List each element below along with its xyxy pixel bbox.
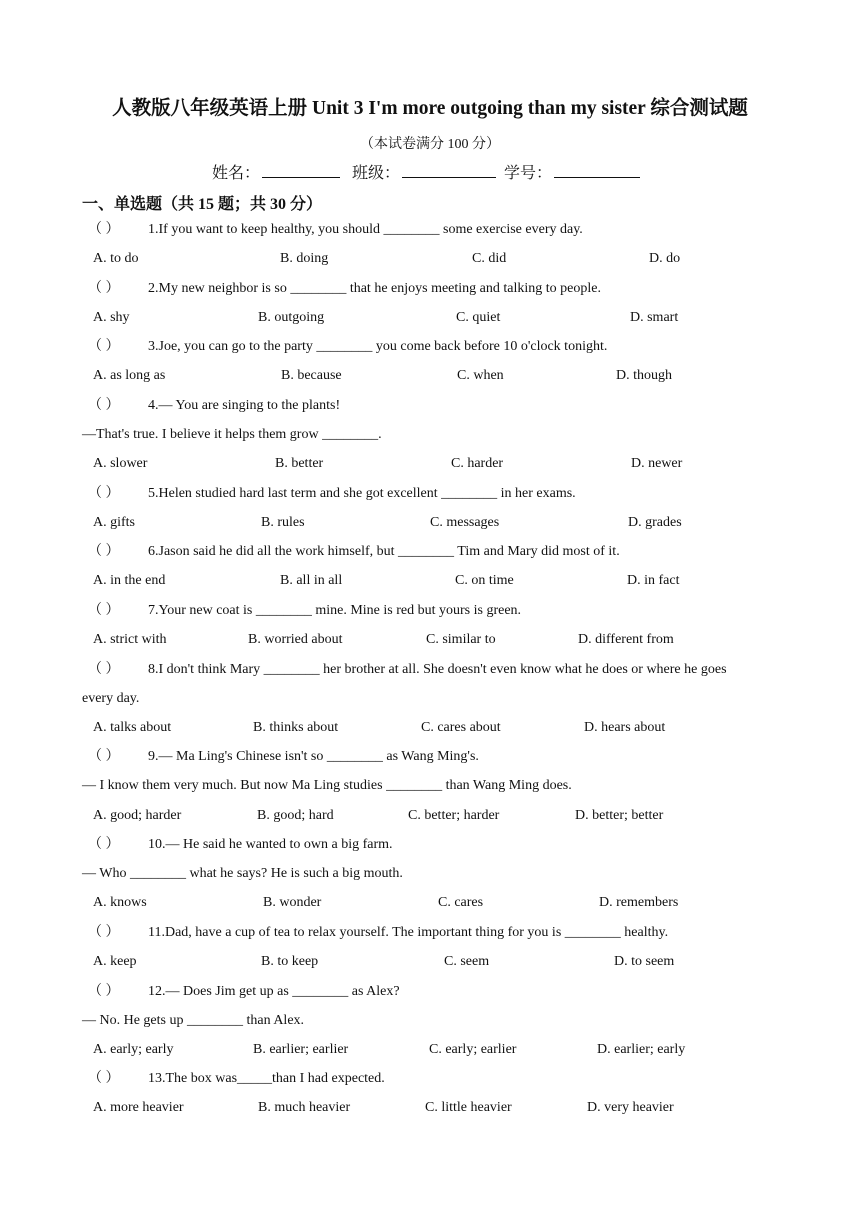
student-info-row <box>0 160 860 183</box>
answer-paren[interactable]: （ ） <box>88 837 120 852</box>
option-d: D. to seem <box>614 954 675 969</box>
option-a: A. shy <box>93 310 130 325</box>
question-text: 4.— You are singing to the plants! <box>148 398 341 413</box>
option-d: D. earlier; early <box>597 1042 686 1057</box>
name-label: 姓名： <box>211 165 260 182</box>
option-b: B. to keep <box>261 954 319 969</box>
question-9 <box>88 748 479 766</box>
option-b: B. earlier; earlier <box>253 1042 349 1057</box>
option-d: D. though <box>616 368 672 383</box>
option-c: C. seem <box>444 954 490 969</box>
answer-paren[interactable]: （ ） <box>88 222 120 237</box>
question-continuation: — I know them very much. But now Ma Ling studies ________ than Wang Ming does. <box>82 778 572 793</box>
option-b: B. outgoing <box>258 310 325 325</box>
option-b: B. much heavier <box>258 1100 351 1115</box>
answer-paren[interactable]: （ ） <box>88 398 120 413</box>
option-a: A. slower <box>93 456 148 471</box>
option-c: C. cares about <box>421 720 501 735</box>
option-c: C. quiet <box>456 310 501 325</box>
option-a: A. talks about <box>93 720 172 735</box>
question-6 <box>88 543 620 561</box>
question-8 <box>88 661 727 679</box>
option-d: D. do <box>649 251 681 266</box>
option-a: A. knows <box>93 895 147 910</box>
option-d: D. remembers <box>599 895 679 910</box>
option-c: C. when <box>457 368 504 383</box>
option-d: D. better; better <box>575 808 664 823</box>
question-text: 3.Joe, you can go to the party ________ you come back before 10 o'clock tonight. <box>148 339 608 354</box>
question-continuation: — Who ________ what he says? He is such a big mouth. <box>82 866 403 881</box>
option-b: B. good; hard <box>257 808 334 823</box>
option-d: D. different from <box>578 632 674 647</box>
question-13 <box>88 1070 385 1088</box>
option-d: D. in fact <box>627 573 680 588</box>
answer-paren[interactable]: （ ） <box>88 1071 120 1086</box>
answer-paren[interactable]: （ ） <box>88 486 120 501</box>
option-d: D. hears about <box>584 720 666 735</box>
option-d: D. smart <box>630 310 679 325</box>
answer-paren[interactable]: （ ） <box>88 984 120 999</box>
question-text: 6.Jason said he did all the work himself, but ________ Tim and Mary did most of it. <box>148 544 620 559</box>
option-c: C. messages <box>430 515 500 530</box>
option-a: A. strict with <box>93 632 167 647</box>
name-blank[interactable] <box>262 163 340 178</box>
option-c: C. similar to <box>426 632 496 647</box>
question-text: 10.— He said he wanted to own a big farm. <box>148 837 393 852</box>
option-b: B. wonder <box>263 895 322 910</box>
question-continuation: every day. <box>82 691 140 706</box>
option-a: A. good; harder <box>93 808 182 823</box>
answer-paren[interactable]: （ ） <box>88 544 120 559</box>
answer-paren[interactable]: （ ） <box>88 925 120 940</box>
option-c: C. little heavier <box>425 1100 512 1115</box>
question-3 <box>88 338 607 356</box>
question-text: 13.The box was_____than I had expected. <box>148 1071 385 1086</box>
answer-paren[interactable]: （ ） <box>88 281 120 296</box>
id-blank[interactable] <box>554 163 640 178</box>
question-10 <box>88 836 393 854</box>
option-c: C. did <box>472 251 507 266</box>
option-c: C. better; harder <box>408 808 500 823</box>
option-c: C. early; earlier <box>429 1042 517 1057</box>
question-text: 5.Helen studied hard last term and she got excellent ________ in her exams. <box>148 486 576 501</box>
option-b: B. better <box>275 456 324 471</box>
score-note: （本试卷满分 100 分） <box>360 137 500 152</box>
option-a: A. to do <box>93 251 139 266</box>
question-11 <box>88 924 668 942</box>
option-a: A. keep <box>93 954 137 969</box>
option-d: D. newer <box>631 456 683 471</box>
question-text: 11.Dad, have a cup of tea to relax yourself. The important thing for you is ________ healthy. <box>148 925 669 940</box>
option-a: A. more heavier <box>93 1100 184 1115</box>
option-c: C. harder <box>451 456 504 471</box>
class-blank[interactable] <box>402 163 496 178</box>
option-b: B. doing <box>280 251 329 266</box>
option-b: B. worried about <box>248 632 343 647</box>
answer-paren[interactable]: （ ） <box>88 662 120 677</box>
option-b: B. all in all <box>280 573 343 588</box>
id-label: 学号： <box>504 165 553 182</box>
question-5 <box>88 485 576 503</box>
option-d: D. grades <box>628 515 682 530</box>
option-b: B. because <box>281 368 342 383</box>
question-2 <box>88 280 601 298</box>
question-1 <box>88 221 583 239</box>
question-text: 8.I don't think Mary ________ her brother at all. She doesn't even know what he does or where he goes <box>148 662 727 677</box>
option-a: A. early; early <box>93 1042 174 1057</box>
option-c: C. cares <box>438 895 484 910</box>
question-continuation: — No. He gets up ________ than Alex. <box>82 1013 305 1028</box>
answer-paren[interactable]: （ ） <box>88 339 120 354</box>
question-text: 7.Your new coat is ________ mine. Mine is red but yours is green. <box>148 603 522 618</box>
option-b: B. thinks about <box>253 720 339 735</box>
question-4 <box>88 397 340 415</box>
option-d: D. very heavier <box>587 1100 674 1115</box>
question-7 <box>88 602 521 620</box>
question-continuation: —That's true. I believe it helps them grow ________. <box>82 427 382 442</box>
option-a: A. gifts <box>93 515 135 530</box>
question-text: 9.— Ma Ling's Chinese isn't so ________ as Wang Ming's. <box>148 749 479 764</box>
section-title: 一、单选题（共 15 题；共 30 分） <box>82 196 323 213</box>
question-text: 1.If you want to keep healthy, you should ________ some exercise every day. <box>148 222 583 237</box>
option-b: B. rules <box>261 515 305 530</box>
option-a: A. as long as <box>93 368 166 383</box>
option-a: A. in the end <box>93 573 166 588</box>
question-12 <box>88 983 400 1001</box>
option-c: C. on time <box>455 573 514 588</box>
class-label: 班级： <box>351 165 400 182</box>
question-text: 2.My new neighbor is so ________ that he enjoys meeting and talking to people. <box>148 281 601 296</box>
question-text: 12.— Does Jim get up as ________ as Alex? <box>148 984 400 999</box>
page-title: 人教版八年级英语上册 Unit 3 I'm more outgoing than my sister 综合测试题 <box>112 98 748 119</box>
answer-paren[interactable]: （ ） <box>88 749 120 764</box>
answer-paren[interactable]: （ ） <box>88 603 120 618</box>
